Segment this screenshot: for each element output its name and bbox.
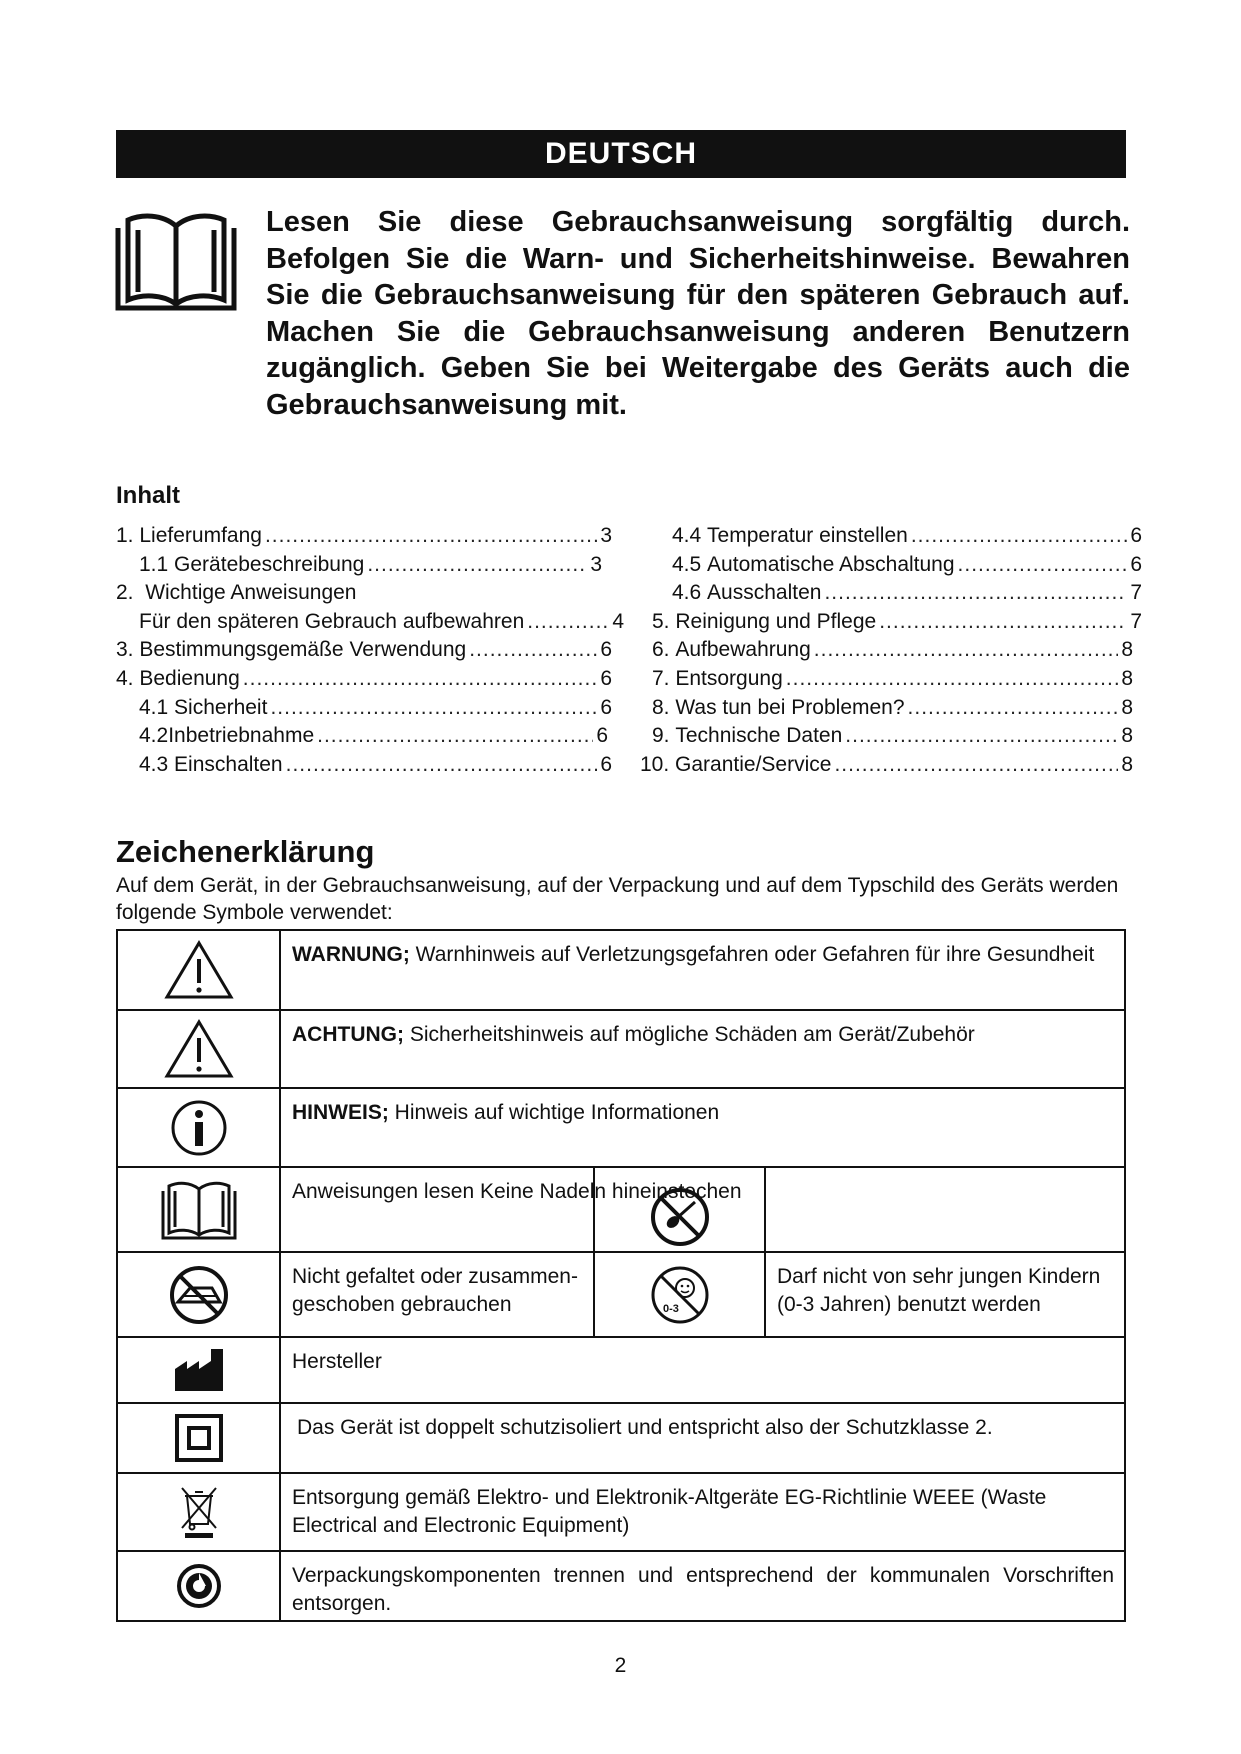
- toc-entry[interactable]: 8. Was tun bei Problemen? ..... 8: [640, 696, 1142, 725]
- symbols-intro: Auf dem Gerät, in der Gebrauchsanweisung, auf der Verpackung und auf dem Typschild des Geräts werden folgende Symbole verwendet:: [116, 874, 1119, 924]
- intro-text: Lesen Sie diese Gebrauchsanweisung sorgfältig durch. Befolgen Sie die Warn- und Sicherheitshinweise. Bewahren Sie die Gebrauchsanweisung für den späteren Gebrauch auf. Machen Sie die Gebrauchsanweisung anderen Benutzern zugänglich. Geben Sie bei Weitergabe des Geräts auch die Gebrauchsanweisung mit.: [266, 206, 1130, 421]
- toc-entry[interactable]: 6. Aufbewahrung ..... 8: [640, 638, 1142, 667]
- language-bar: DEUTSCH: [116, 130, 1126, 178]
- toc-entry[interactable]: 7. Entsorgung ..... 8: [640, 667, 1142, 696]
- notice-term: HINWEIS;: [292, 1101, 389, 1124]
- toc-entry[interactable]: 5. Reinigung und Pflege ..... 7: [640, 610, 1142, 639]
- toc-entry[interactable]: 1.1 Gerätebeschreibung ..... 3: [116, 553, 612, 582]
- factory-icon: [173, 1347, 225, 1393]
- caution-term: ACHTUNG;: [292, 1023, 404, 1046]
- manufacturer-text: Hersteller: [292, 1350, 382, 1373]
- double-insulation-icon: [174, 1413, 224, 1463]
- toc-left-column: [116, 524, 624, 781]
- double-insulated-text: Das Gerät ist doppelt schutzisoliert und entspricht also der Schutzklasse 2.: [297, 1416, 993, 1439]
- symbol-row-read-needles: [118, 1168, 1124, 1253]
- toc-entry[interactable]: 1. Lieferumfang ..... 3: [116, 524, 612, 553]
- toc-entry[interactable]: Für den späteren Gebrauch aufbewahren ..... 4: [116, 610, 624, 639]
- weee-text: Entsorgung gemäß Elektro- und Elektronik-Altgeräte EG-Richtlinie WEEE (Waste Electrical and Electronic Equipment): [292, 1486, 1047, 1537]
- symbols-title: Zeichenerklärung: [116, 834, 375, 869]
- no-folding-icon: [168, 1264, 230, 1326]
- symbols-table: [116, 929, 1126, 1622]
- symbol-row-notice: [118, 1089, 1124, 1168]
- symbol-row-manufacturer: [118, 1338, 1124, 1404]
- symbol-row-double-insulated: [118, 1404, 1124, 1474]
- warning-text: Warnhinweis auf Verletzungsgefahren oder Gefahren für ihre Gesundheit: [409, 943, 1095, 966]
- symbol-row-warning: [118, 931, 1124, 1011]
- toc-entry[interactable]: 4.3 Einschalten ..... 6: [116, 753, 612, 782]
- green-dot-recycling-icon: [176, 1563, 222, 1609]
- not-for-children-icon: [649, 1264, 711, 1326]
- info-icon: [170, 1099, 228, 1157]
- weee-bin-icon: [179, 1484, 219, 1540]
- open-book-icon: [114, 208, 238, 312]
- notice-text: Hinweis auf wichtige Informationen: [388, 1101, 720, 1124]
- packaging-text: Verpackungskomponenten trennen und entsprechend der kommunalen Vorschriften entsorgen.: [292, 1564, 1114, 1615]
- symbol-row-packaging: [118, 1552, 1124, 1620]
- toc-entry[interactable]: 10. Garantie/Service ..... 8: [640, 753, 1142, 782]
- caution-triangle-icon: [163, 1018, 235, 1080]
- symbol-row-caution: [118, 1011, 1124, 1089]
- toc-entry[interactable]: 4.2 Inbetriebnahme ..... 6: [116, 724, 612, 753]
- read-instructions-text: Anweisungen lesen: [292, 1180, 475, 1203]
- warning-term: WARNUNG;: [292, 943, 410, 966]
- read-instructions-icon: [160, 1179, 238, 1241]
- toc-entry[interactable]: 4.6 Ausschalten ..... 7: [640, 581, 1142, 610]
- toc-title: Inhalt: [116, 482, 180, 509]
- toc-entry[interactable]: 4.4 Temperatur einstellen ..... 6: [640, 524, 1142, 553]
- toc-entry[interactable]: 4.1 Sicherheit ..... 6: [116, 696, 612, 725]
- warning-triangle-icon: [163, 939, 235, 1001]
- not-children-text: Darf nicht von sehr jungen Kindern (0-3 Jahren) benutzt werden: [777, 1265, 1101, 1316]
- toc-entry[interactable]: 9. Technische Daten ..... 8: [640, 724, 1142, 753]
- toc-entry[interactable]: 3. Bestimmungsgemäße Verwendung ..... 6: [116, 638, 612, 667]
- children-age-label: 0-3: [662, 1302, 679, 1315]
- no-needles-text: Keine Nadeln hineinstechen: [479, 1180, 742, 1203]
- not-folded-text: Nicht gefaltet oder zusammen-geschoben gebrauchen: [281, 1253, 595, 1336]
- symbol-row-folded-children: [118, 1253, 1124, 1338]
- toc-entry[interactable]: 4.5 Automatische Abschaltung ..... 6: [640, 553, 1142, 582]
- page-number: 2: [614, 1654, 627, 1677]
- symbol-row-weee: [118, 1474, 1124, 1552]
- caution-text: Sicherheitshinweis auf mögliche Schäden am Gerät/Zubehör: [403, 1023, 975, 1046]
- toc-entry[interactable]: 2. Wichtige Anweisungen: [116, 581, 357, 605]
- toc-entry[interactable]: 4. Bedienung ..... 6: [116, 667, 612, 696]
- toc-right-column: [640, 524, 1142, 781]
